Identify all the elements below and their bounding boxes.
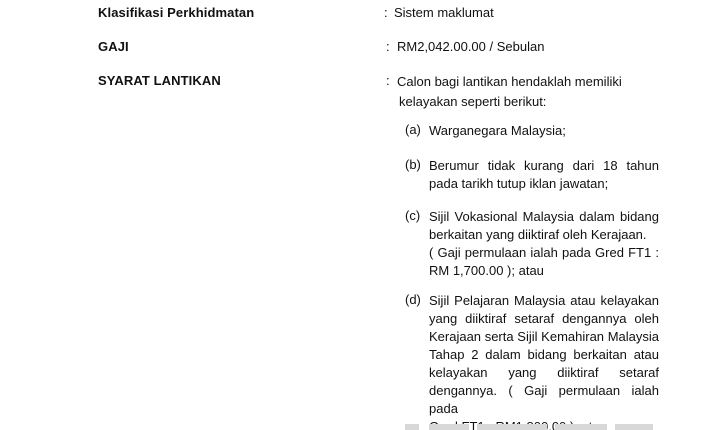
cutoff-next-item: [405, 424, 655, 430]
requirements-intro-line: Calon bagi lantikan hendaklah memiliki: [397, 74, 622, 89]
item-line: ( Gaji permulaan ialah pada Gred FT1 :: [429, 245, 659, 260]
item-line: dengannya. ( Gaji permulaan ialah pada: [429, 383, 659, 416]
item-line: kelayakan yang diiktiraf setaraf: [429, 365, 659, 380]
item-line: RM 1,700.00 ); atau: [429, 263, 544, 278]
item-line: Sijil Vokasional Malaysia dalam bidang: [429, 209, 659, 224]
requirements-label: SYARAT LANTIKAN: [98, 73, 221, 88]
classification-label: Klasifikasi Perkhidmatan: [98, 5, 255, 20]
classification-colon: :: [384, 5, 388, 20]
item-marker: (c): [405, 208, 421, 223]
requirements-intro-line: kelayakan seperti berikut:: [399, 94, 547, 109]
item-line: berkaitan yang diiktiraf oleh Kerajaan.: [429, 227, 647, 242]
item-text: [429, 122, 659, 140]
item-line: pada tarikh tutup iklan jawatan;: [429, 176, 609, 191]
item-marker: (d): [405, 292, 421, 307]
item-line: FT1: [461, 419, 485, 430]
item-text: [429, 157, 659, 193]
item-marker: (a): [405, 122, 421, 137]
item-line: yang diiktiraf setaraf dengannya oleh: [429, 311, 659, 326]
item-text: [429, 208, 659, 280]
item-line: Tahap 2 dalam bidang berkaitan atau: [429, 347, 659, 362]
item-line: Kerajaan serta Sijil Kemahiran Malaysia: [429, 329, 659, 344]
classification-value: Sistem maklumat: [394, 5, 494, 20]
salary-value: RM2,042.00.00 / Sebulan: [397, 39, 545, 54]
item-line: Warganegara Malaysia;: [429, 123, 566, 138]
item-text: [429, 292, 659, 430]
salary-colon: :: [386, 39, 390, 54]
requirements-intro: [397, 72, 677, 112]
salary-label: GAJI: [98, 39, 129, 54]
requirements-colon: :: [386, 73, 390, 88]
item-line: Berumur tidak kurang dari 18 tahun: [429, 158, 659, 173]
item-line: Sijil Pelajaran Malaysia atau kelayakan: [429, 293, 659, 308]
item-marker: (b): [405, 157, 421, 172]
